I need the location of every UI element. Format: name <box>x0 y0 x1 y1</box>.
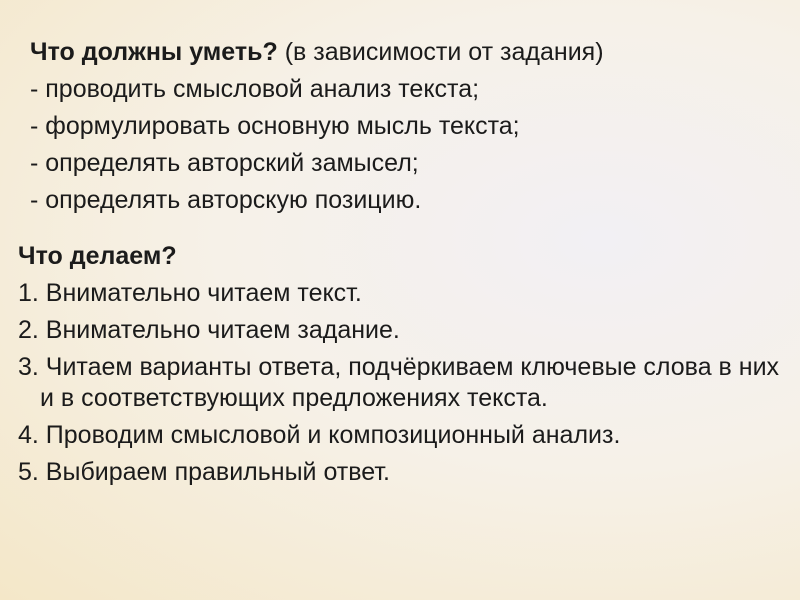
skills-heading-line <box>30 34 790 71</box>
step-item: 1. Внимательно читаем текст. <box>18 279 362 307</box>
step-item: 4. Проводим смысловой и композиционный анализ. <box>18 421 621 449</box>
steps-heading: Что делаем? <box>18 242 177 270</box>
skill-item: - определять авторскую позицию. <box>30 186 422 214</box>
skill-item: - определять авторский замысел; <box>30 149 419 177</box>
step-item: 5. Выбираем правильный ответ. <box>18 458 390 486</box>
skills-heading-note: (в зависимости от задания) <box>277 38 604 66</box>
skills-section <box>30 34 790 219</box>
skill-item: - проводить смысловой анализ текста; <box>30 75 480 103</box>
skills-heading: Что должны уметь? <box>30 38 278 66</box>
step-item: 3. Читаем варианты ответа, подчёркиваем ключевые слова в них и в соответствующих предложениях текста. <box>18 353 780 412</box>
skill-item: - формулировать основную мысль текста; <box>30 112 520 140</box>
steps-section <box>18 238 793 491</box>
step-item: 2. Внимательно читаем задание. <box>18 316 400 344</box>
